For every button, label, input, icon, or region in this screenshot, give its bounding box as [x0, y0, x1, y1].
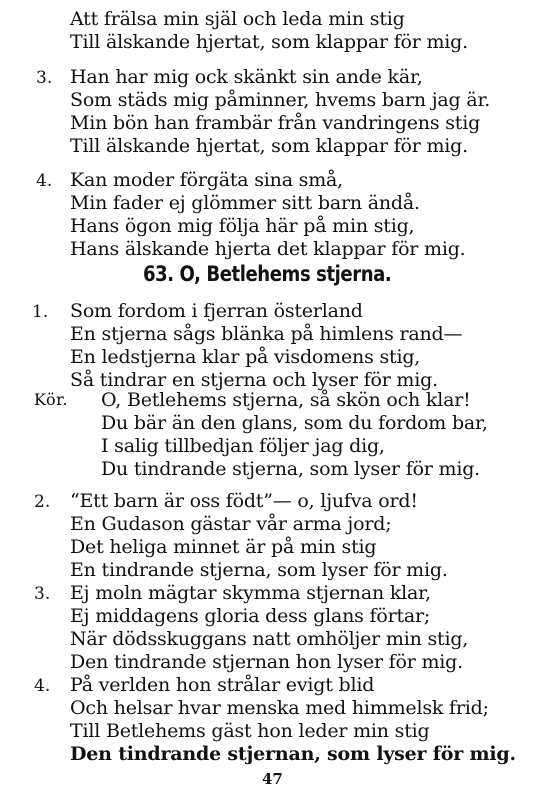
verse-line: Hans ögon mig följa här på min stig, [70, 215, 415, 237]
verse-line: Så tindrar en stjerna och lyser för mig. [70, 369, 438, 391]
verse-line: Min bön han frambär från vandringens stig [70, 112, 481, 134]
verse-line: En tindrande stjerna, som lyser för mig. [70, 559, 448, 581]
verse-line: Det heliga minnet är på min stig [70, 536, 377, 558]
verse-line: Den tindrande stjernan, som lyser för mig. [70, 743, 516, 765]
verse-line: Som fordom i fjerran österland [70, 300, 363, 322]
verse-line: Han har mig ock skänkt sin ande kär, [70, 66, 423, 88]
verse-line: En stjerna sågs blänka på himlens rand— [70, 323, 463, 345]
verse-line: En Gudason gästar vår arma jord; [70, 513, 392, 535]
verse-line: Ej middagens gloria dess glans förtar; [70, 605, 431, 627]
verse-line: Hans älskande hjerta det klappar för mig. [70, 238, 466, 260]
verse-number: 2. [34, 492, 51, 512]
verse-line: Min fader ej glömmer sitt barn ändå. [70, 192, 420, 214]
hymn-title: 63. O, Betlehems stjerna. [143, 262, 392, 286]
chorus-label: Kör. [34, 390, 69, 409]
verse-line: Och helsar hvar menska med himmelsk frid; [70, 697, 489, 719]
verse-line: “Ett barn är oss födt”— o, ljufva ord! [70, 490, 418, 512]
verse-line: Ej moln mägtar skymma stjernan klar, [70, 582, 431, 604]
verse-line: Kan moder förgäta sina små, [70, 169, 343, 191]
verse-line: När dödsskuggans natt omhöljer min stig, [70, 628, 469, 650]
verse-line: En ledstjerna klar på visdomens stig, [70, 346, 421, 368]
chorus-line: Du tindrande stjerna, som lyser för mig. [101, 458, 481, 480]
verse-line: På verlden hon strålar evigt blid [70, 674, 375, 696]
chorus-line: I salig tillbedjan följer jag dig, [101, 435, 385, 457]
verse-line: Till älskande hjertat, som klappar för mig. [70, 135, 468, 157]
verse-number: 1. [32, 302, 49, 322]
verse-line: Den tindrande stjernan hon lyser för mig. [70, 651, 463, 673]
page-number: 47 [262, 770, 283, 788]
verse-number: 4. [34, 676, 51, 696]
verse-number: 3. [34, 584, 51, 604]
chorus-line: O, Betlehems stjerna, så skön och klar! [101, 389, 471, 411]
verse-number: 3. [36, 68, 53, 88]
chorus-line: Du bär än den glans, som du fordom bar, [101, 412, 488, 434]
verse-line: Att frälsa min själ och leda min stig [70, 8, 405, 30]
verse-line: Till älskande hjertat, som klappar för mig. [70, 31, 468, 53]
verse-line: Som städs mig påminner, hvems barn jag är. [70, 89, 491, 111]
verse-line: Till Betlehems gäst hon leder min stig [70, 720, 430, 742]
verse-number: 4. [36, 171, 53, 191]
